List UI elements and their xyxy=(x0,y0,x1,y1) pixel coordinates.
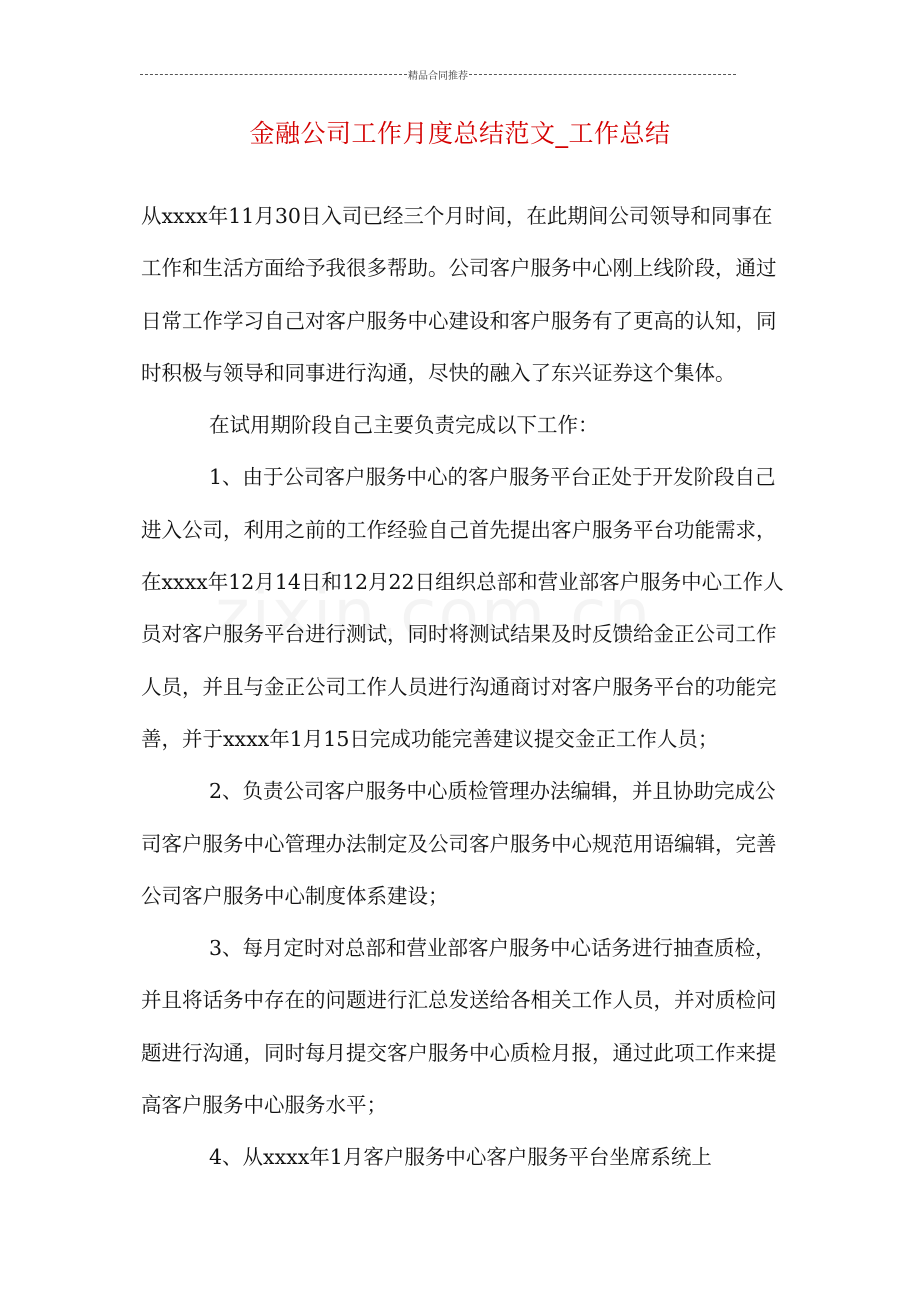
document-title: 金融公司工作月度总结范文_工作总结 xyxy=(249,119,671,148)
paragraph-item-3: 3、每月定时对总部和营业部客户服务中心话务进行抽查质检，并且将话务中存在的问题进行汇总发送给各相关工作人员，并对质检问题进行沟通，同时每月提交客户服务中心质检月报，通过此项工作来提高客户服务中心服务水平； xyxy=(141,936,777,1118)
document-body xyxy=(141,190,786,1184)
paragraph-item-2: 2、负责公司客户服务中心质检管理办法编辑，并且协助完成公司客户服务中心管理办法制定及公司客户服务中心规范用语编辑，完善公司客户服务中心制度体系建设； xyxy=(141,779,777,908)
header-divider-right xyxy=(469,74,736,75)
paragraph-tasks-intro: 在试用期阶段自己主要负责完成以下工作： xyxy=(209,413,599,438)
paragraph-item-4: 4、从xxxx年1月客户服务中心客户服务平台坐席系统上 xyxy=(209,1145,712,1170)
paragraph-intro: 从xxxx年11月30日入司已经三个月时间，在此期间公司领导和同事在工作和生活方面给予我很多帮助。公司客户服务中心刚上线阶段，通过日常工作学习自己对客户服务中心建设和客户服务有了更高的认知，同时积极与领导和同事进行沟通，尽快的融入了东兴证券这个集体。 xyxy=(141,204,777,385)
paragraph-item-1: 1、由于公司客户服务中心的客户服务平台正处于开发阶段自己进入公司，利用之前的工作经验自己首先提出客户服务平台功能需求，在xxxx年12月14日和12月22日组织总部和营业部客户服务中心工作人员对客户服务平台进行测试，同时将测试结果及时反馈给金正公司工作人员，并且与金正公司工作人员进行沟通商讨对客户服务平台的功能完善，并于xxxx年1月15日完成功能完善建议提交金正工作人员； xyxy=(141,465,784,751)
header-text: 精品合同推荐 xyxy=(408,70,468,82)
page-header xyxy=(140,66,736,82)
header-divider-left xyxy=(140,74,407,75)
